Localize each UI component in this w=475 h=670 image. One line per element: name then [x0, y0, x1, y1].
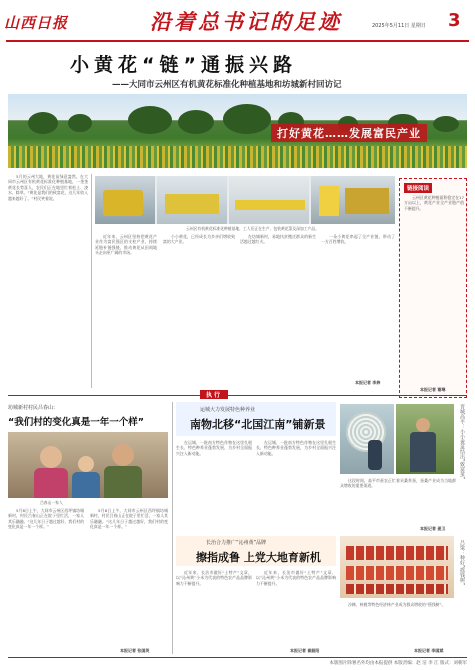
- hero-photo: [8, 94, 467, 168]
- lower-kicker: 长治合力推广“沁州黄”品牌: [206, 540, 267, 546]
- sidebar-byline: 本报记者 谢琳: [420, 387, 446, 392]
- left-headline: “我们村的变化真是一年一个样”: [8, 417, 144, 428]
- column-divider: [91, 174, 92, 388]
- page-number: 3: [448, 10, 461, 31]
- issue-date: 2025年5月11日 星期日: [372, 23, 426, 29]
- section-label: 执行: [200, 390, 228, 399]
- left-kicker: 坊城新村村民吕春山：: [8, 405, 59, 411]
- product-shelf-photo: [340, 536, 454, 598]
- left-article-col-1: 5月8日上午，大同市云州区西坪镇坊城新村，村民吕春山正在院子里忙活，一家人其乐融融。“这几年日子越过越好，我们村的变化真是一年一个样。”: [8, 508, 84, 530]
- factory-photo-collage: [95, 176, 395, 224]
- lower-headline: 擦指成鲁 上党大地育新机: [196, 551, 321, 564]
- silkworm-photo: [340, 404, 394, 474]
- main-subheadline: ——大同市云州区有机黄花标准化种植基地和坊城新村回访记: [112, 80, 342, 90]
- center-article-col-1: 在运城，一批南方特色作物在这里扎根生长，特色种养业蓬勃发展，为乡村全面振兴注入新动能。: [176, 440, 252, 456]
- left-byline: 本报记者 张国英: [120, 648, 150, 653]
- far-right-article-text: 沙棘、核桃等特色经济林产业成为群众增收的“摇钱树”。: [348, 602, 446, 607]
- lower-article-col-1: 近年来，长治市做好“土特产”文章，以“沁州黄”小米为代表的特色农产品品牌影响力不断提升。: [176, 570, 252, 586]
- lower-byline: 本报记者 崔韶阳: [290, 648, 320, 653]
- article-col-4: 在坊城新村，易地扶贫搬迁群众的新生活越过越红火。: [240, 234, 316, 245]
- hero-banner: 打好黄花……发展富民产业: [271, 124, 427, 142]
- far-right-vertical-title: 吕梁：种好“摇钱树”: [459, 540, 465, 586]
- section-slogan: 沿着总书记的足迹: [150, 9, 342, 34]
- sidebar-title: 链接阅读: [404, 183, 432, 193]
- section-rule: [8, 395, 467, 396]
- footer-rule: [8, 657, 467, 658]
- left-article-col-2: 5月8日上午，大同市云州区西坪镇坊城新村，村民吕春山正在院子里忙活，一家人其乐融融。“这几年日子越过越好，我们村的变化真是一年一个样。”: [90, 508, 168, 530]
- masthead-rule: [6, 40, 469, 42]
- center-kicker: 运城大力发展特色种养业: [200, 407, 256, 413]
- sidebar-box: [399, 178, 467, 398]
- family-photo: [8, 432, 168, 498]
- family-photo-caption: 吕春山一家人: [40, 500, 63, 505]
- farmer-photo: [396, 404, 454, 474]
- center-headline: 南物北移“北国江南”铺新景: [190, 418, 326, 431]
- article-col-5: 一朵小黄花串起了全产业链，带动了一方百姓增收。: [321, 234, 395, 245]
- article-col-3: 小小黄花，已经成长为乡亲们增收致富的大产业。: [163, 234, 235, 245]
- photo-caption: 云州区有机黄花标准化种植基地，工人们正在生产、包装黄花菜及深加工产品。: [186, 226, 319, 231]
- paper-name: 山西日报: [4, 14, 69, 32]
- main-headline: 小黄花“链”通振兴路: [70, 54, 297, 76]
- right-vertical-title: 晋城高平：小小蚕茧结出“致富茧”: [459, 404, 465, 480]
- center-article-col-2: 在运城，一批南方特色作物在这里扎根生长，特色种养业蓬勃发展，为乡村全面振兴注入新动能。: [256, 440, 336, 456]
- sidebar-text: 云州区黄花种植面积稳定在17万亩以上，黄花产业全产业链产值不断提升。: [404, 195, 464, 211]
- right-byline: 本报记者 姜卫: [420, 526, 446, 531]
- right-article-text: 这段时间，高平市蚕农正忙着采桑养蚕，蚕桑产业成为当地群众增收的重要渠道。: [340, 478, 456, 489]
- article-col-1: 5月的云州大地，黄花苗绿意盎然。在大同市云州区有机黄花标准化种植基地，一垄垄黄花长势喜人，农民们正在地里忙着松土、浇水、除草。“黄花是我们的致富花，这几年收入越来越好了。”村民笑着说。: [8, 174, 88, 201]
- column-divider: [172, 402, 173, 654]
- page-footer: 本版图片除署名外均由本报提供 本版责编：赵 洁 李 江 版式：刘朝军: [329, 661, 467, 666]
- far-right-byline: 本报记者 李国斌: [414, 648, 444, 653]
- article-col-2: 近年来，云州区坚持把黄花产业作为富民强区的支柱产业，持续延链补链强链，推动黄花从田间地头走向更广阔的市场。: [95, 234, 157, 256]
- main-byline: 本报记者 李炜: [355, 380, 381, 385]
- lower-article-col-2: 近年来，长治市做好“土特产”文章，以“沁州黄”小米为代表的特色农产品品牌影响力不断提升。: [256, 570, 336, 586]
